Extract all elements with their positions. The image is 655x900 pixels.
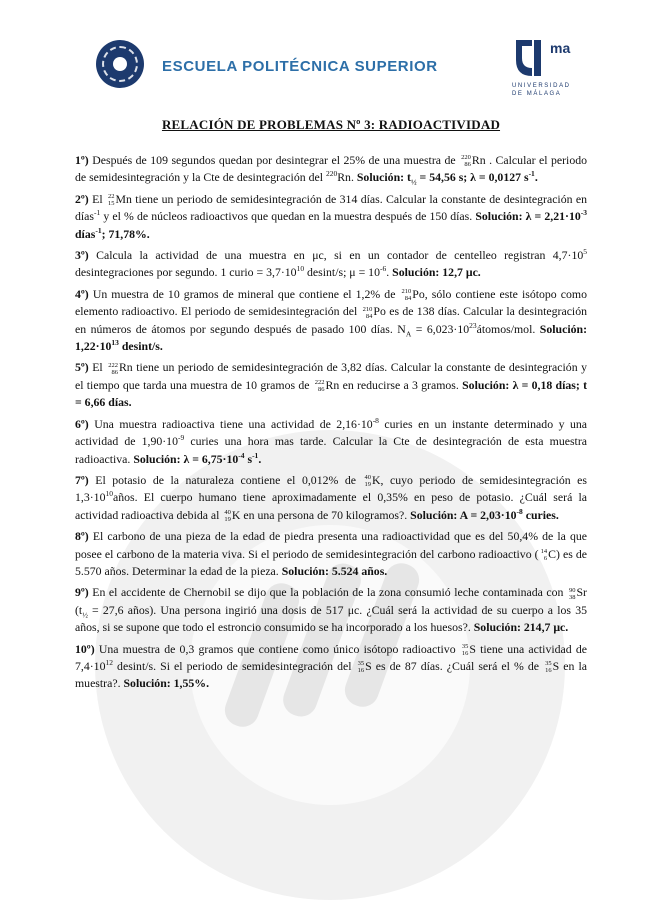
isotope-label: 222 86 xyxy=(314,379,325,394)
isotope-label: 35 16 xyxy=(545,660,552,675)
document-body xyxy=(75,117,587,697)
solution: Solución: 5.524 años. xyxy=(281,563,388,578)
isotope-label: 210 84 xyxy=(362,305,373,320)
university-mark-text: ma xyxy=(550,40,571,56)
isotope-label: 14 6 xyxy=(540,547,548,562)
isotope-label: 210 84 xyxy=(401,288,412,303)
university-subtitle: UNIVERSIDAD DE MÁLAGA xyxy=(512,83,571,97)
solution: Solución: $\lambda = 2,21\cdot 10^{-3}$ días$^{-1}$; 71,78%. xyxy=(75,208,588,241)
university-mark-icon xyxy=(512,36,548,80)
isotope-label: 35 16 xyxy=(461,642,469,657)
problem-2: 2º) El 22 15 Mn tiene un periodo de semidesintegración de 314 días. Calcular la constante de desintegración en días$^{-1}$ y el % de núcleos radioactivos que quedan en la muestra después de 150 días. Solución: $\lambda = 2,21\cdot 10^{-3}$ días$^{-1}$; 71,78%. xyxy=(75,191,588,241)
solution: Solución: $1,22\cdot 10^{13}$ desint/s. xyxy=(75,321,587,354)
isotope-label: 40 19 xyxy=(364,474,371,489)
isotope-label: 35 16 xyxy=(357,660,365,675)
solution: Solución: $\lambda = 6,75\cdot 10^{-4}$ $s^{-1}$. xyxy=(133,450,262,466)
solution: Solución: 214,7 μc. xyxy=(473,620,569,635)
isotope-label: 22 15 xyxy=(108,193,115,208)
problem-8: 8º) El carbono de una pieza de la edad de piedra presenta una radioactividad que es del 50,4% de la que posee el carbono de la materia viva. Si el periodo de semidesintegración del carbono radioactivo ( 14 6 C) es de 5.570 años. Determinar la edad de la pieza. Solución: 5.524 años. xyxy=(75,529,588,578)
university-logo xyxy=(512,36,622,100)
isotope-label: 222 86 xyxy=(108,361,118,376)
isotope-label: 90 38 xyxy=(568,586,576,601)
problem-5: 5º) El 222 86 Rn tiene un periodo de semidesintegración de 3,82 días. Calcular la constante de desintegración y el tiempo que tarda una muestra de 10 gramos de 222 86 Rn en reducirse a 3 gramos. Solución: λ = 0,18 días; t = 6,66 días. xyxy=(75,360,588,410)
problem-7: 7º) El potasio de la naturaleza contiene el 0,012% de 40 19 K, cuyo periodo de semidesintegración es $1,3\cdot 10^{10}años$. El cuerpo humano tiene aproximadamente el 0,35% en peso de potasio. ¿Cuál será la actividad radioactiva debida al 40 19 K en una persona de 70 kilogramos?. Solución: $A = 2,03\cdot 10^{-8}$ curies. xyxy=(75,472,587,524)
school-name: ESCUELA POLITÉCNICA SUPERIOR xyxy=(162,58,438,75)
problem-4: 4º) Un muestra de 10 gramos de mineral que contiene el 1,2% de 210 84 Po, sólo contiene este isótopo como elemento radioactivo. El periodo de semidesintegración del 210 84 Po es de 138 días. Calcular la desintegración en números de átomos por segundo después de pasado 100 días. $N_A$ = $6,023\cdot 10^{23}átomos$/mol. Solución: $1,22\cdot 10^{13}$ desint/s. xyxy=(75,286,588,354)
page-header xyxy=(0,0,655,110)
isotope-label: 40 19 xyxy=(224,509,231,524)
page-title: RELACIÓN DE PROBLEMAS Nº 3: RADIOACTIVIDAD xyxy=(161,117,501,132)
solution: Solución: 12,7 μc. xyxy=(392,265,481,280)
problem-10: 10º) Una muestra de 0,3 gramos que contiene como único isótopo radioactivo 35 16 S tiene una actividad de $7,4\cdot 10^{12}$ desint/s. Si el periodo de semidesintegración del 35 16 S es de 87 días. ¿Cuál será el % de 35 16 S en la muestra?. Solución: 1,55%. xyxy=(75,641,587,691)
problem-6: 6º) Una muestra radioactiva tiene una actividad de $2,16\cdot 10^{-8}$ curies en un instante determinado y una actividad de $1,90\cdot 10^{-9}$ curies una hora mas tarde. Calcular la Cte de desintegración de esta muestra radioactiva. Solución: $\lambda = 6,75\cdot 10^{-4}$ $s^{-1}$. xyxy=(75,415,587,466)
problem-3: 3º) Calcula la actividad de una muestra en μc, si en un contador de centelleo registran $4,7\cdot 10^5$ desintegraciones por segundo. 1 curio = $3,7\cdot 10^{10}$ desint/s; $\mu = 10^{-6}$. Solución: 12,7 μc. xyxy=(75,247,588,280)
problem-1: 1º) Después de 109 segundos quedan por desintegrar el 25% de una muestra de 220 86 Rn . Calcular el periodo de semidesintegración y la Cte de desintegración del $^{220}$Rn. Solución: $t_{\frac{1}{2}} = 54,56$ s; λ = 0,0127 $s^{-1}$. xyxy=(75,153,588,187)
solution: Solución: $A = 2,03\cdot 10^{-8}$ curies. xyxy=(410,506,559,522)
solution: Solución: $t_{\frac{1}{2}} = 54,56$ s; λ = 0,0127 $s^{-1}$. xyxy=(356,169,538,187)
solution: Solución: 1,55%. xyxy=(123,676,210,691)
school-logo xyxy=(96,40,144,88)
isotope-label: 220 86 xyxy=(461,154,471,169)
problem-9: 9º) En el accidente de Chernobil se dijo que la población de la zona consumió leche contaminada con 90 38 Sr ($t_{\frac{1}{2}} = 27,6$ años). Una persona ingirió una dosis de 517 μc. ¿Cuál será la actividad de su cuerpo a los 35 años, si se supone que todo el estroncio consumido se ha incorporado a los huesos?. Solución: 214,7 μc. xyxy=(75,585,587,635)
solution: Solución: λ = 0,18 días; t = 6,66 días. xyxy=(75,377,588,410)
